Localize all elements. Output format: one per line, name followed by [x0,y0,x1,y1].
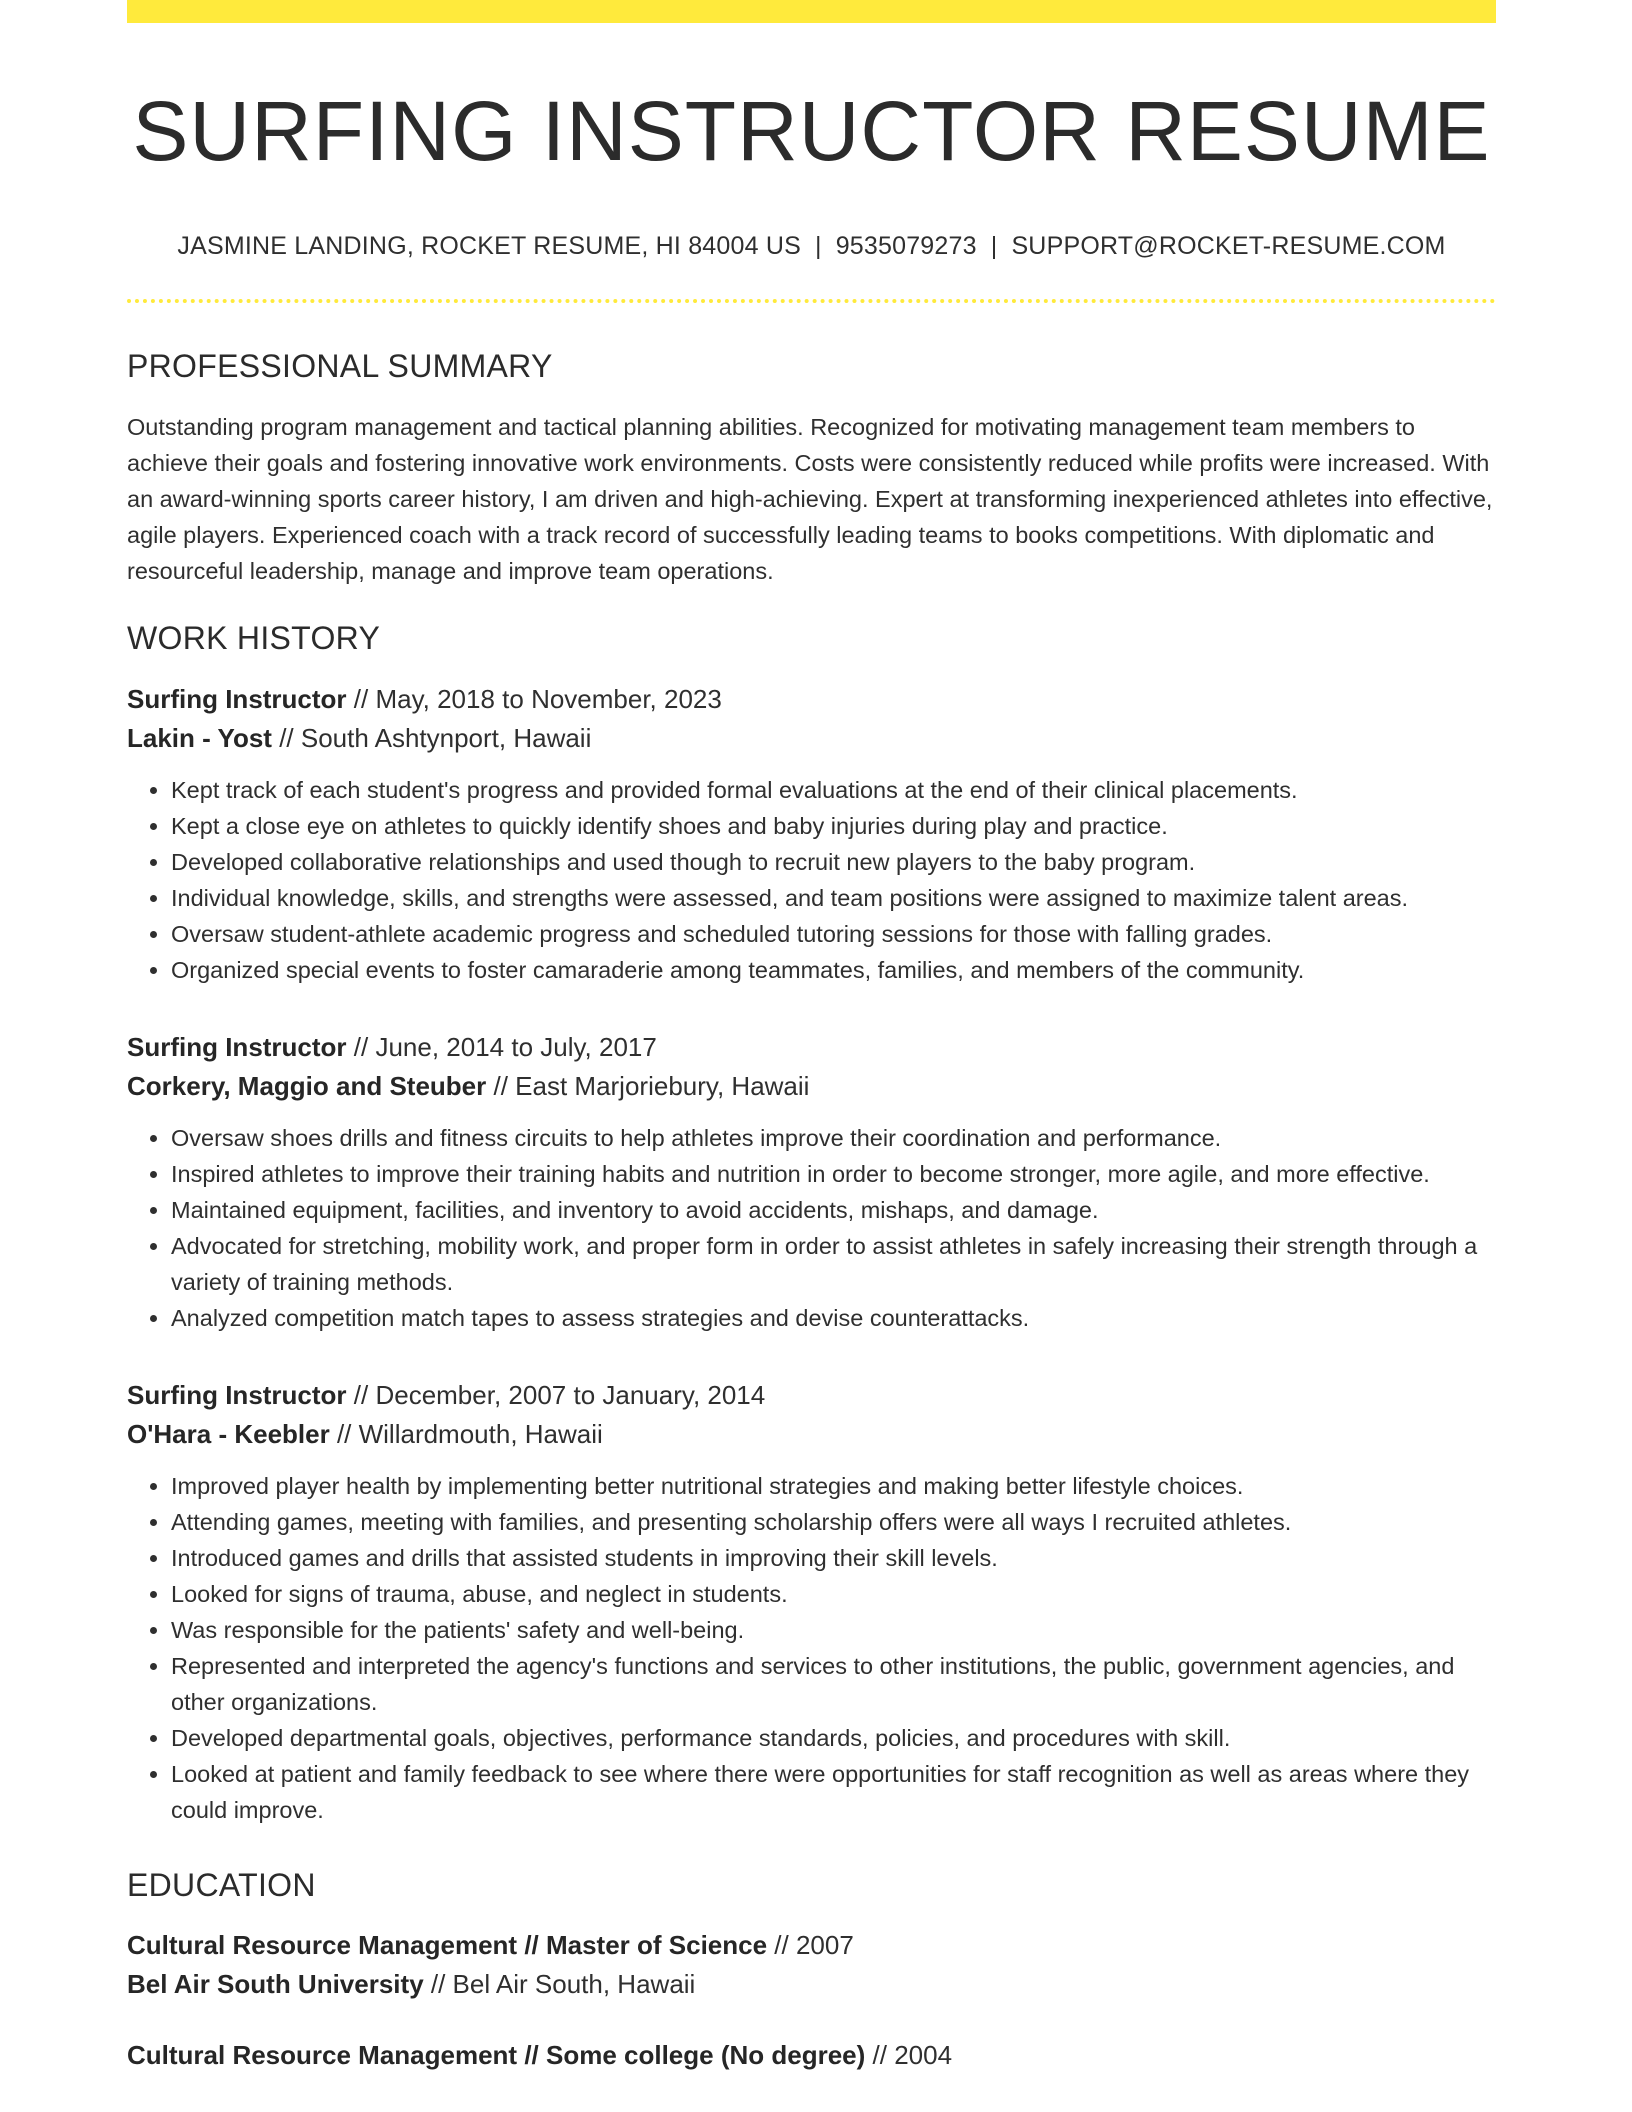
contact-line [127,232,1496,261]
job-bullet: • Developed collaborative relationships and used though to recruit new players to the baby program. [171,844,1496,880]
education-year: // 2007 [767,1929,854,1960]
job-location: // East Marjoriebury, Hawaii [486,1070,810,1101]
resume-page [127,0,1496,2075]
job-location: // Willardmouth, Hawaii [329,1418,603,1449]
education-program-line [127,2036,1496,2075]
job-bullet: • Individual knowledge, skills, and strengths were assessed, and team positions were assigned to maximize talent areas. [171,880,1496,916]
job-bullet: • Developed departmental goals, objectives, performance standards, policies, and procedures with skill. [171,1720,1496,1756]
job-bullet: • Was responsible for the patients' safety and well-being. [171,1612,1496,1648]
education-program: Cultural Resource Management // Some college (No degree) [127,2039,866,2070]
job-bullet: • Maintained equipment, facilities, and inventory to avoid accidents, mishaps, and damage. [171,1192,1496,1228]
accent-top-bar [127,0,1496,23]
education-school: Bel Air South University [127,1968,424,1999]
job-entry [127,1028,1496,1336]
job-title-line [127,1028,1496,1067]
job-bullet: • Advocated for stretching, mobility work, and proper form in order to assist athletes in safely increasing their strength through a variety of training methods. [171,1228,1496,1300]
job-bullet: • Oversaw student-athlete academic progress and scheduled tutoring sessions for those with falling grades. [171,916,1496,952]
contact-email: SUPPORT@ROCKET-RESUME.COM [1011,231,1446,260]
job-company-line [127,1067,1496,1106]
job-dates: // May, 2018 to November, 2023 [346,683,722,714]
job-bullet: • Improved player health by implementing better nutritional strategies and making better lifestyle choices. [171,1468,1496,1504]
job-location: // South Ashtynport, Hawaii [271,722,592,753]
dotted-divider [127,299,1496,303]
summary-heading: PROFESSIONAL SUMMARY [127,347,553,384]
job-bullets [127,1120,1496,1336]
contact-separator: | [814,231,822,260]
contact-separator: | [990,231,998,260]
job-bullet: • Analyzed competition match tapes to assess strategies and devise counterattacks. [171,1300,1496,1336]
contact-phone: 9535079273 [835,231,977,260]
summary-text: Outstanding program management and tactical planning abilities. Recognized for motivating management team members to achieve their goals and fostering innovative work environments. Costs were consistently reduced while profits were increased. With an award-winning sports career history, I am driven and high-achieving. Expert at transforming inexperienced athletes into effective, agile players. Experienced coach with a track record of successfully leading teams to books competitions. With diplomatic and resourceful leadership, manage and improve team operations. [127,414,1493,585]
education-program-line [127,1926,1496,1965]
job-company: Corkery, Maggio and Steuber [127,1070,487,1101]
resume-title: SURFING INSTRUCTOR RESUME [132,84,1491,178]
job-bullet: • Organized special events to foster camaraderie among teammates, families, and members of the community. [171,952,1496,988]
job-company: Lakin - Yost [127,722,272,753]
job-title-line [127,680,1496,719]
job-bullet: • Introduced games and drills that assisted students in improving their skill levels. [171,1540,1496,1576]
job-dates: // December, 2007 to January, 2014 [346,1379,766,1410]
education-entry [127,2036,1496,2075]
education-location: // Bel Air South, Hawaii [423,1968,696,1999]
education-heading: EDUCATION [127,1866,316,1903]
job-bullet: • Looked for signs of trauma, abuse, and neglect in students. [171,1576,1496,1612]
job-bullet: • Represented and interpreted the agency's functions and services to other institutions, the public, government agencies, and other organizations. [171,1648,1496,1720]
job-bullets [127,772,1496,988]
education-entry [127,1926,1496,2004]
job-bullet: • Attending games, meeting with families, and presenting scholarship offers were all ways I recruited athletes. [171,1504,1496,1540]
education-school-line [127,1965,1496,2004]
job-bullet: • Oversaw shoes drills and fitness circuits to help athletes improve their coordination and performance. [171,1120,1496,1156]
job-bullet: • Kept track of each student's progress and provided formal evaluations at the end of their clinical placements. [171,772,1496,808]
contact-address: JASMINE LANDING, ROCKET RESUME, HI 84004 US [177,231,801,260]
education-year: // 2004 [865,2039,953,2070]
job-title-line [127,1376,1496,1415]
job-company-line [127,1415,1496,1454]
job-bullet: • Inspired athletes to improve their training habits and nutrition in order to become stronger, more agile, and more effective. [171,1156,1496,1192]
job-company-line [127,719,1496,758]
job-entry [127,680,1496,988]
job-dates: // June, 2014 to July, 2017 [346,1031,657,1062]
job-title: Surfing Instructor [127,1031,347,1062]
job-bullets [127,1468,1496,1828]
job-bullet: • Kept a close eye on athletes to quickly identify shoes and baby injuries during play and practice. [171,808,1496,844]
job-company: O'Hara - Keebler [127,1418,330,1449]
work-history-heading: WORK HISTORY [127,620,381,657]
job-bullet: • Looked at patient and family feedback to see where there were opportunities for staff recognition as well as areas where they could improve. [171,1756,1496,1828]
job-entry [127,1376,1496,1828]
job-title: Surfing Instructor [127,1379,347,1410]
education-program: Cultural Resource Management // Master of Science [127,1929,768,1960]
job-title: Surfing Instructor [127,683,347,714]
